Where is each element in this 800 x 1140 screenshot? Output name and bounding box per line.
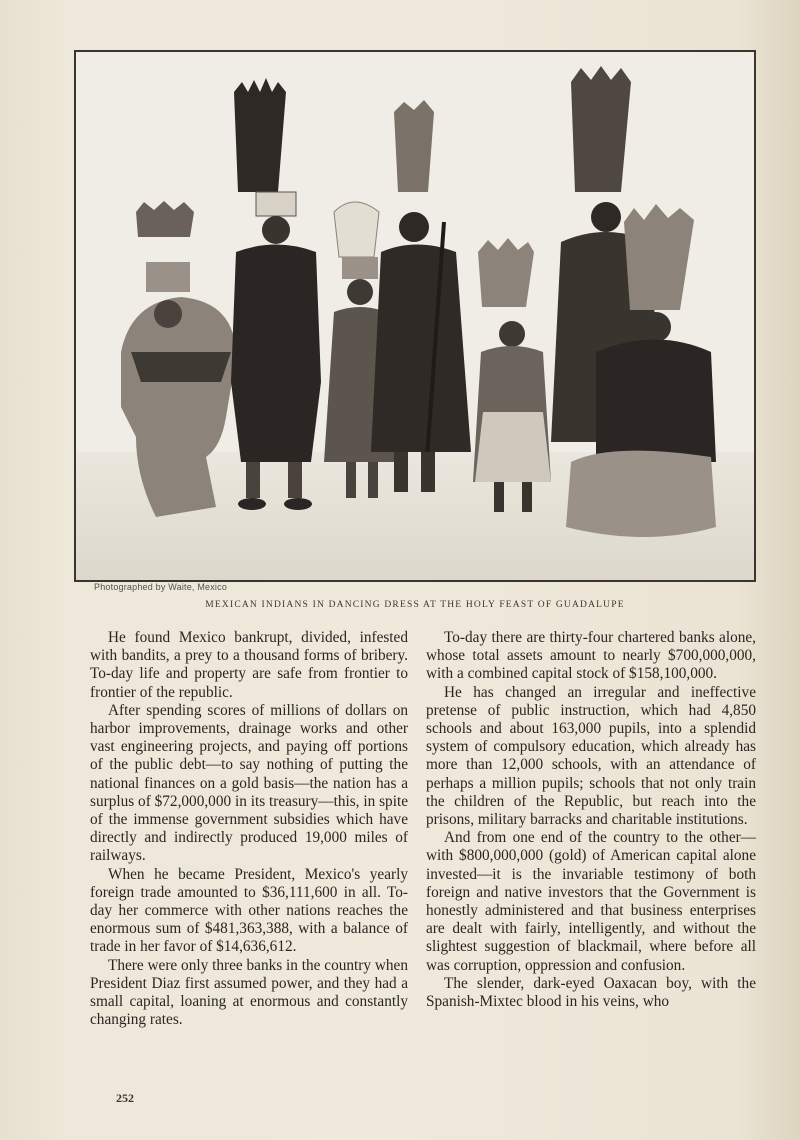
paragraph: He has changed an irregular and ineffective pretense of public instruction, which had 4,850 schools and about 163,000 pupils, into a splendid system of compulsory education, which already has more than 12,000 schools, with an attendance of perhaps a million pupils; schools that not only train the children of the Republic, but reach into the prisons, military barracks and charitable institutions. [426, 683, 756, 829]
group-photograph [74, 50, 756, 582]
paragraph: There were only three banks in the country when President Diaz first assumed power, and they had a small capital, loaning at enormous and constantly changing rates. [90, 956, 408, 1029]
paragraph: He found Mexico bankrupt, divided, infested with bandits, a prey to a thousand forms of bribery. To-day life and property are safe from frontier to frontier of the republic. [90, 629, 408, 701]
paragraph: When he became President, Mexico's yearly foreign trade amounted to $36,111,600 in all. To-day her commerce with other nations reaches the enormous sum of $481,363,388, with a balance of trade in her favor of $14,636,612. [90, 865, 408, 956]
left-text-column [90, 629, 408, 1029]
right-text-column [426, 629, 756, 1011]
paragraph: After spending scores of millions of dollars on harbor improvements, drainage works and other vast engineering projects, and paying off portions of the public debt—to say nothing of putting the national finances on a gold basis—the nation has a surplus of $72,000,000 in its treasury—this, in spite of the immense government subsidies which have directly and indirectly produced 19,000 miles of railways. [90, 701, 408, 865]
photo-credit: Photographed by Waite, Mexico [94, 582, 228, 592]
photo-illustration [76, 52, 754, 580]
photo-caption: MEXICAN INDIANS IN DANCING DRESS AT THE HOLY FEAST OF GUADALUPE [205, 600, 625, 610]
paragraph: The slender, dark-eyed Oaxacan boy, with the Spanish-Mixtec blood in his veins, who [426, 974, 756, 1011]
paragraph: To-day there are thirty-four chartered banks alone, whose total assets amount to nearly $700,000,000, with a combined capital stock of $158,100,000. [426, 629, 756, 683]
paragraph: And from one end of the country to the other—with $800,000,000 (gold) of American capital alone invested—it is the invariable testimony of both foreign and native investors that the Government is honestly administered and that business enterprises are dealt with fairly, intelligently, and without the slightest suggestion of blackmail, where before all was corruption, oppression and confusion. [426, 829, 756, 974]
page-number: 252 [116, 1091, 134, 1105]
